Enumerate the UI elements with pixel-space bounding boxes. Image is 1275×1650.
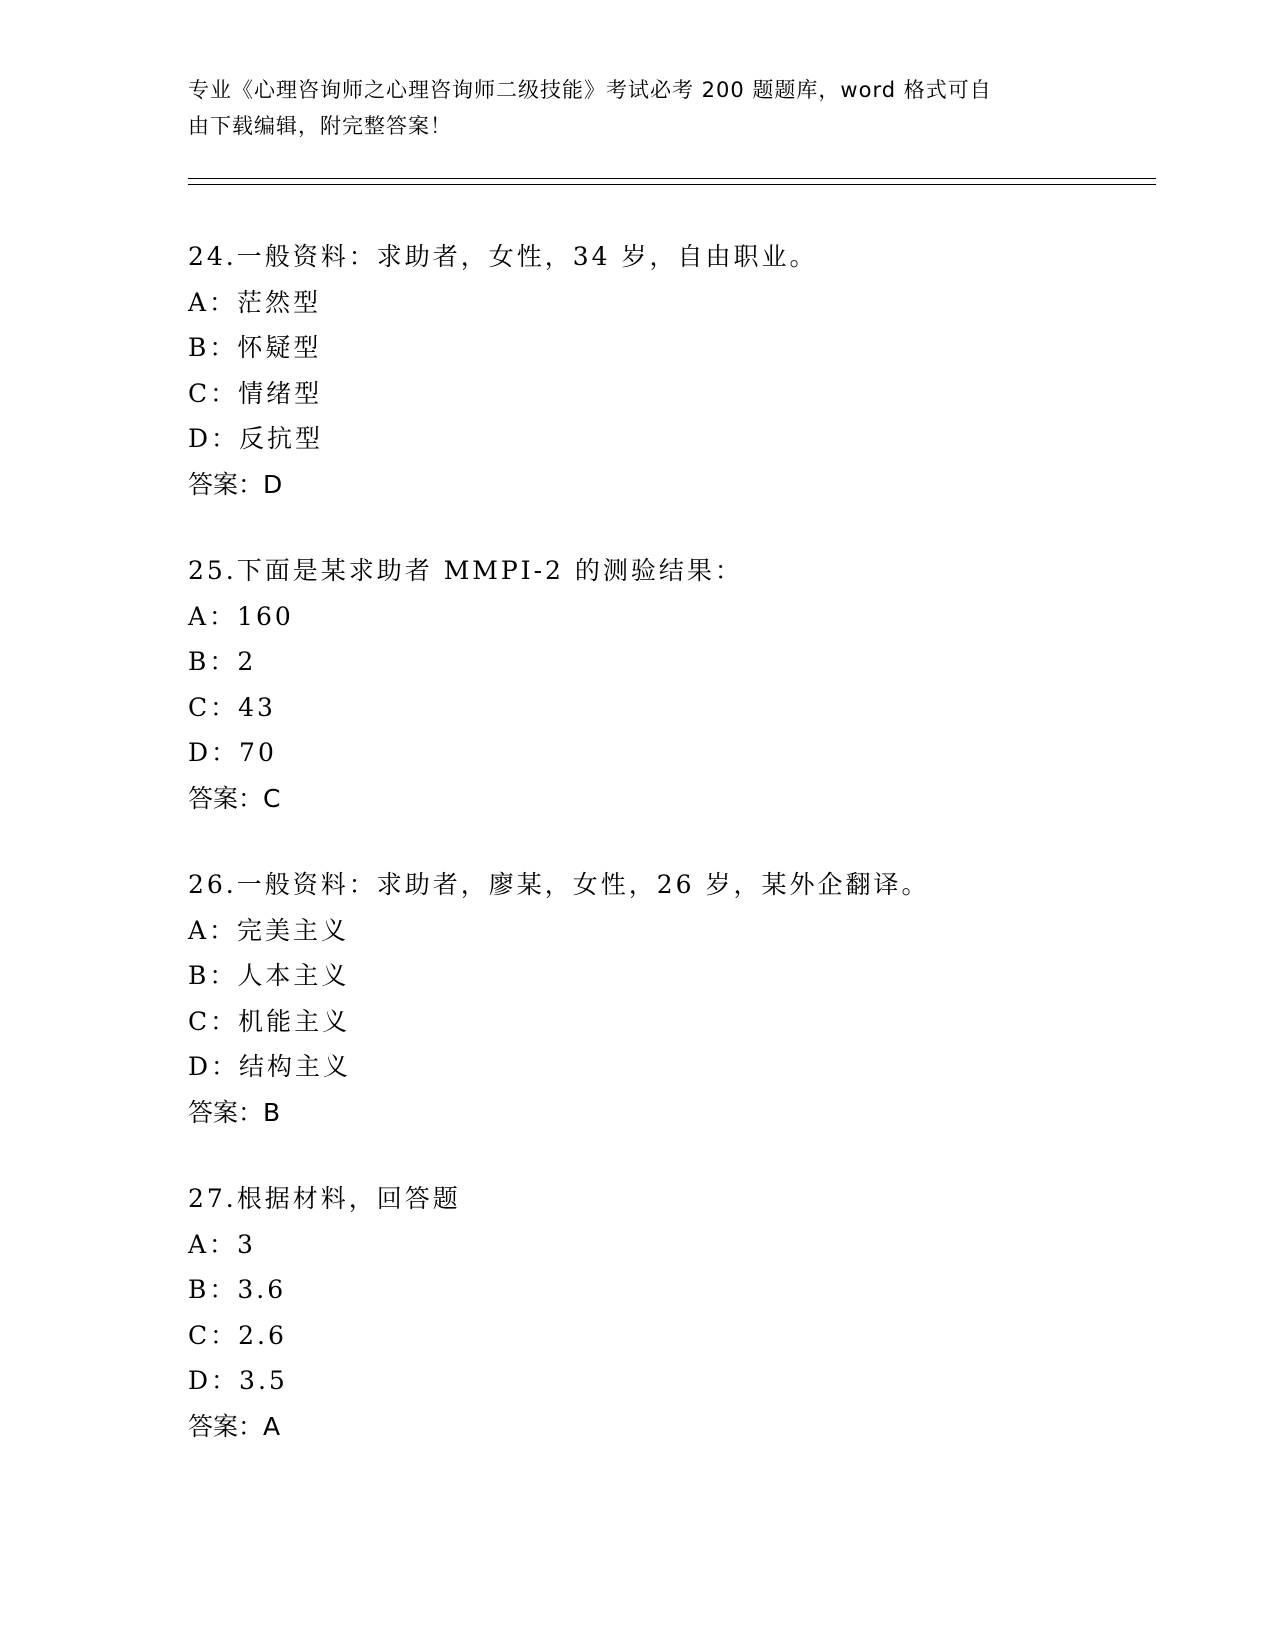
question-24 (188, 234, 1148, 507)
option-b: B：3.6 (188, 1275, 287, 1304)
answer: 答案：C (188, 783, 281, 813)
answer: 答案：D (188, 469, 283, 499)
option-b: B：人本主义 (188, 961, 350, 990)
document-header (188, 72, 1068, 144)
question-title: 24.一般资料：求助者，女性，34 岁，自由职业。 (188, 242, 818, 271)
question-spacer (188, 821, 1148, 862)
option-c: C：情绪型 (188, 378, 323, 408)
question-title: 27.根据材料，回答题 (188, 1184, 461, 1213)
header-line-1: 专业《心理咨询师之心理咨询师二级技能》考试必考 200 题题库，word 格式可自 (188, 78, 992, 102)
header-divider (188, 178, 1156, 185)
option-d: D：70 (188, 738, 277, 767)
answer: 答案：B (188, 1097, 281, 1127)
option-c: C：43 (188, 692, 276, 722)
option-c: C：机能主义 (188, 1006, 351, 1036)
question-26 (188, 862, 1148, 1135)
option-b: B：2 (188, 647, 257, 676)
question-27 (188, 1176, 1148, 1449)
option-c: C：2.6 (188, 1320, 287, 1350)
option-d: D：3.5 (188, 1366, 288, 1395)
question-spacer (188, 507, 1148, 548)
question-25 (188, 548, 1148, 821)
question-spacer (188, 1135, 1148, 1176)
option-a: A：完美主义 (188, 915, 350, 945)
option-d: D：结构主义 (188, 1052, 352, 1081)
option-b: B：怀疑型 (188, 333, 322, 362)
question-title: 25.下面是某求助者 MMPI-2 的测验结果： (188, 556, 743, 585)
question-title: 26.一般资料：求助者，廖某，女性，26 岁，某外企翻译。 (188, 870, 930, 899)
option-a: A：3 (188, 1229, 256, 1259)
answer: 答案：A (188, 1411, 281, 1441)
question-list (188, 234, 1148, 1449)
header-line-2: 由下载编辑，附完整答案！ (188, 114, 452, 138)
option-a: A：茫然型 (188, 287, 322, 317)
option-a: A：160 (188, 601, 294, 631)
option-d: D：反抗型 (188, 424, 324, 453)
